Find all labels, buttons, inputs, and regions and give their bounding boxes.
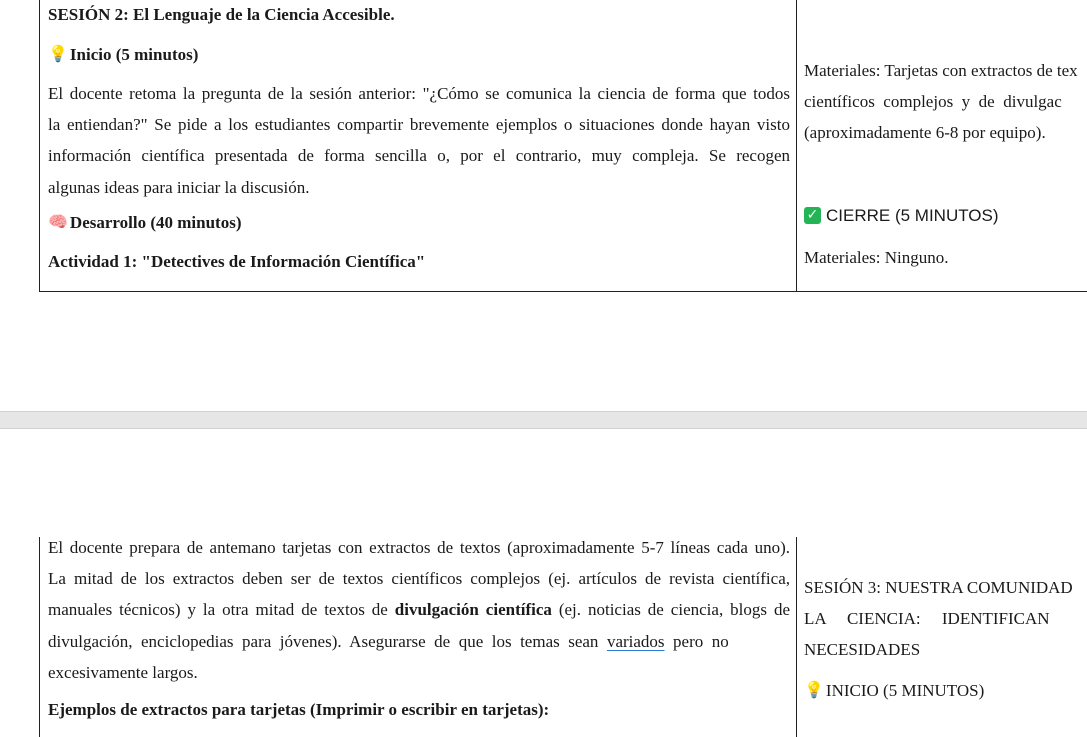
brain-icon: 🧠 [48,213,68,231]
materiales-ninguno: Materiales: Ninguno. [804,248,949,267]
column-divider [796,0,797,291]
preparation-line: El docente prepara de antemano tarjetas con extractos de textos (aproximadamente 5-7 líneas cada uno). [48,538,790,557]
inicio-3-heading-row [804,675,1087,706]
cierre-heading: CIERRE (5 MINUTOS) [826,206,999,225]
lesson-table-page-1 [39,0,1087,292]
desarrollo-heading-row [48,207,790,238]
column-divider [796,537,797,737]
materiales-line: (aproximadamente 6-8 por equipo). [804,123,1046,143]
preparation-line: excesivamente largos. [48,662,198,682]
ejemplos-heading: Ejemplos de extractos para tarjetas (Imprimir o escribir en tarjetas): [48,700,550,720]
materiales-line: científicos complejos y de divulgac [804,92,1062,112]
inicio-3-heading: INICIO (5 MINUTOS) [825,681,985,700]
preparation-line: manuales técnicos) y la otra mitad de textos de divulgación científica (ej. noticias de ciencia, blogs de [48,600,790,620]
spellcheck-underlined-word[interactable]: variados [606,631,665,651]
inicio-heading: Inicio (5 minutos) [69,45,199,64]
session-2-title: SESIÓN 2: El Lenguaje de la Ciencia Accesible. [48,5,395,24]
inicio-line: la entiendan?" Se pide a los estudiantes compartir brevemente ejemplos o situaciones donde hayan visto [48,115,790,135]
inicio-line: El docente retoma la pregunta de la sesión anterior: "¿Cómo se comunica la ciencia de forma que todos [48,84,790,103]
preparation-cell [48,532,790,725]
preparation-line: La mitad de los extractos deben ser de textos científicos complejos (ej. artículos de revista científica, [48,569,790,589]
inicio-heading-row [48,39,790,70]
lightbulb-icon: 💡 [804,682,824,699]
session-3-line: LA CIENCIA: IDENTIFICAN [804,609,1050,629]
actividad-1-heading: Actividad 1: "Detectives de Información Científica" [48,251,426,271]
cierre-heading-row [804,200,1087,231]
preparation-line: divulgación, enciclopedias para jóvenes). Asegurarse de que los temas sean variados pero no [48,631,729,651]
bold-divulgacion: divulgación científica [394,600,552,620]
desarrollo-heading: Desarrollo (40 minutos) [69,212,242,232]
lesson-table-page-2 [39,537,1087,737]
materiales-ninguno-cell [804,242,1087,273]
materiales-line: Materiales: Tarjetas con extractos de tex [804,61,1078,80]
session-3-line: SESIÓN 3: NUESTRA COMUNIDAD [804,578,1073,597]
inicio-line: información científica presentada de forma sencilla o, por el contrario, muy compleja. Se recogen [48,146,790,166]
inicio-line: algunas ideas para iniciar la discusión. [48,177,310,197]
inicio-paragraph [48,78,790,203]
session-2-cell [48,0,790,277]
materiales-cell [804,55,1087,149]
page-gap [0,411,1087,429]
session-3-cell [804,572,1087,666]
session-3-line: NECESIDADES [804,640,921,660]
check-icon: ✓ [804,207,821,224]
lightbulb-icon: 💡 [48,46,68,63]
